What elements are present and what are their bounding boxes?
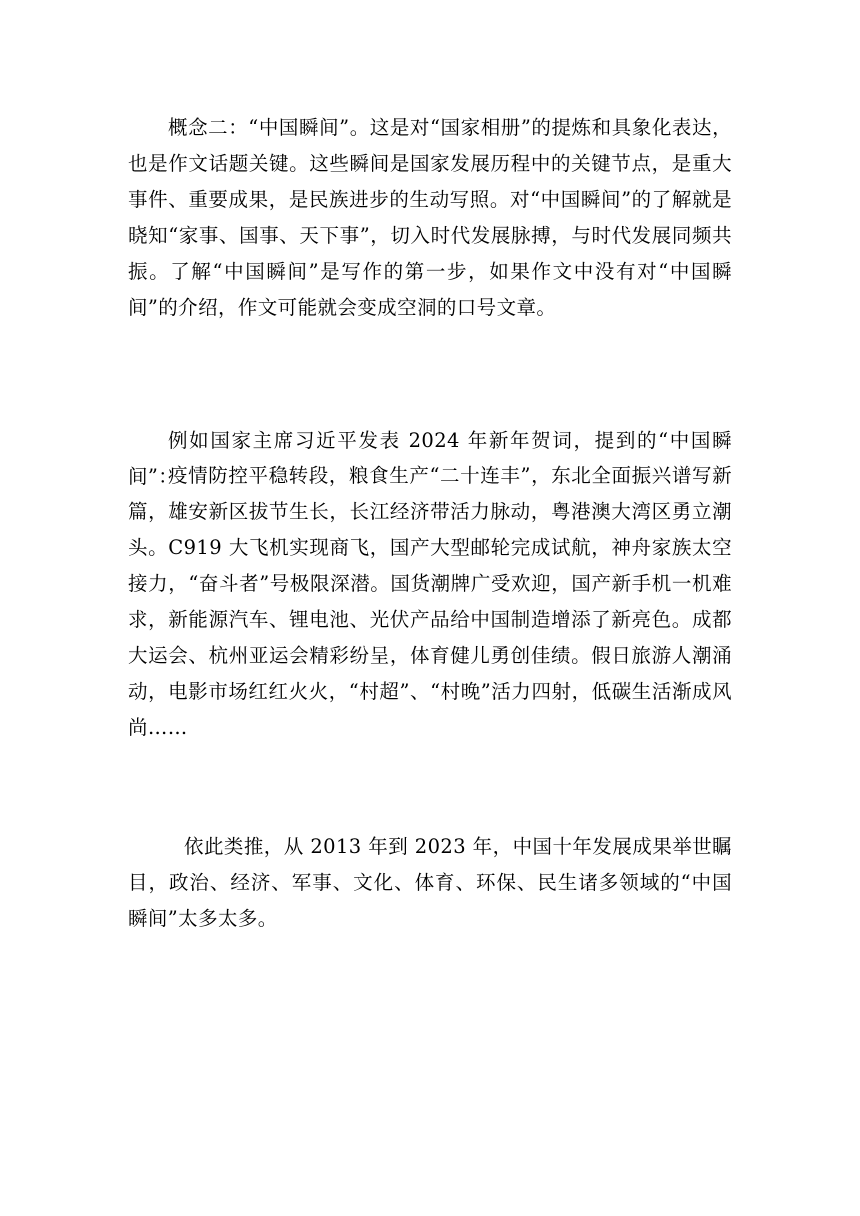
paragraph-concept-two: 概念二：“中国瞬间”。这是对“国家相册”的提炼和具象化表达，也是作文话题关键。这些瞬间是国家发展历程中的关键节点，是重大事件、重要成果，是民族进步的生动写照。对“中国瞬间”的了解就是晓知“家事、国事、天下事”，切入时代发展脉搏，与时代发展同频共振。了解“中国瞬间”是写作的第一步，如果作文中没有对“中国瞬间”的介绍，作文可能就会变成空洞的口号文章。 — [128, 116, 732, 319]
paragraph-decade-achievements: 依此类推，从 2013 年到 2023 年，中国十年发展成果举世瞩目，政治、经济、军事、文化、体育、环保、民生诸多领域的“中国瞬间”太多太多。 — [128, 835, 732, 930]
paragraph-new-year-address-intro: 例如国家主席习近平发表 2024 年新年贺词，提到的“中国瞬间”： — [128, 429, 732, 488]
paragraph-china-moments-list: 疫情防控平稳转段，粮食生产“二十连丰”，东北全面振兴谱写新篇，雄安新区拔节生长，长江经济带活力脉动，粤港澳大湾区勇立潮头。C919 大飞机实现商飞，国产大型邮轮完成试航，神舟家族太空接力，“奋斗者”号极限深潜。国货潮牌广受欢迎，国产新手机一机难求，新能源汽车、锂电池、光伏产品给中国制造增添了新亮色。成都大运会、杭州亚运会精彩纷呈，体育健儿勇创佳绩。假日旅游人潮涌动，电影市场红红火火，“村超”、“村晚”活力四射，低碳生活渐成风尚…… — [128, 464, 732, 739]
